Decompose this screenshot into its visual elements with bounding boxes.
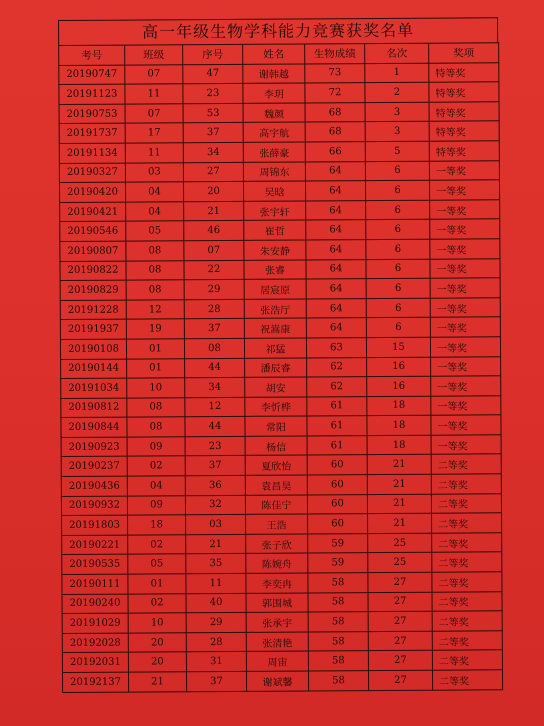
table-row: [61, 474, 501, 496]
award-cell: 一等奖: [430, 298, 500, 318]
rank-cell: 15: [366, 337, 430, 357]
score-cell: 60: [307, 455, 367, 475]
score-cell: 62: [307, 377, 367, 397]
seat-number-cell: 37: [183, 123, 243, 143]
award-cell: 一等奖: [431, 415, 501, 435]
exam-id-cell: 20191029: [62, 613, 128, 633]
seat-number-cell: 28: [184, 299, 244, 319]
name-cell: 高宇航: [243, 122, 305, 142]
table-row: [62, 631, 502, 653]
score-cell: 64: [305, 181, 365, 201]
table-row: [61, 356, 501, 378]
name-cell: 张子欣: [246, 534, 308, 554]
class-cell: 12: [126, 299, 184, 319]
name-cell: 李玥: [243, 83, 305, 103]
rank-cell: 21: [368, 513, 432, 533]
table-row: [59, 102, 499, 124]
class-cell: 09: [127, 495, 185, 515]
score-cell: 58: [308, 651, 368, 671]
header-seat-number: 序号: [183, 44, 243, 64]
seat-number-cell: 47: [183, 64, 243, 84]
award-cell: 一等奖: [429, 160, 499, 180]
exam-id-cell: 20191123: [59, 84, 125, 104]
rank-cell: 6: [366, 298, 430, 318]
exam-id-cell: 20190923: [61, 437, 127, 457]
rank-cell: 6: [366, 239, 430, 259]
class-cell: 02: [128, 535, 186, 555]
table-row: [60, 239, 500, 261]
award-cell: 二等奖: [432, 533, 502, 553]
score-cell: 73: [305, 63, 365, 83]
header-exam-id: 考号: [59, 45, 125, 65]
seat-number-cell: 21: [184, 201, 244, 221]
rank-cell: 1: [365, 63, 429, 83]
score-cell: 66: [305, 142, 365, 162]
rank-cell: 27: [368, 572, 432, 592]
award-cell: 二等奖: [432, 611, 502, 631]
rank-cell: 6: [366, 259, 430, 279]
award-cell: 一等奖: [430, 219, 500, 239]
class-cell: 04: [127, 476, 185, 496]
seat-number-cell: 11: [186, 573, 246, 593]
class-cell: 18: [128, 515, 186, 535]
exam-id-cell: 20190844: [61, 417, 127, 437]
award-cell: 二等奖: [432, 552, 502, 572]
name-cell: 李忻桦: [245, 397, 307, 417]
rank-cell: 21: [367, 474, 431, 494]
name-cell: 周宙: [246, 651, 308, 671]
table-row: [61, 435, 501, 457]
seat-number-cell: 07: [184, 240, 244, 260]
table-row: [60, 298, 500, 320]
score-cell: 60: [307, 494, 367, 514]
rank-cell: 18: [367, 396, 431, 416]
rank-cell: 25: [368, 553, 432, 573]
table-row: [60, 317, 500, 339]
rank-cell: 3: [365, 102, 429, 122]
rank-cell: 3: [365, 122, 429, 142]
table-row: [61, 395, 501, 417]
seat-number-cell: 23: [185, 436, 245, 456]
table-body: [59, 62, 503, 692]
table-row: [60, 219, 500, 241]
score-cell: 68: [305, 102, 365, 122]
table-row: [62, 533, 502, 555]
seat-number-cell: 29: [186, 613, 246, 633]
name-cell: 吴晗: [243, 181, 305, 201]
table-row: [59, 141, 499, 163]
rank-cell: 21: [367, 494, 431, 514]
class-cell: 02: [128, 593, 186, 613]
rank-cell: 6: [365, 180, 429, 200]
rank-cell: 5: [365, 141, 429, 161]
seat-number-cell: 23: [183, 84, 243, 104]
award-cell: 一等奖: [430, 317, 500, 337]
name-cell: 周锦东: [243, 162, 305, 182]
table-row: [59, 62, 499, 84]
award-cell: 二等奖: [432, 572, 502, 592]
class-cell: 21: [128, 672, 186, 692]
class-cell: 04: [126, 201, 184, 221]
name-cell: 郭围城: [246, 593, 308, 613]
award-table: [58, 42, 503, 692]
exam-id-cell: 20190535: [62, 555, 128, 575]
rank-cell: 18: [367, 416, 431, 436]
table-row: [61, 415, 501, 437]
rank-cell: 6: [365, 161, 429, 181]
seat-number-cell: 03: [186, 515, 246, 535]
header-rank: 名次: [365, 43, 429, 63]
class-cell: 19: [126, 319, 184, 339]
seat-number-cell: 46: [184, 221, 244, 241]
table-row: [62, 670, 502, 692]
score-cell: 59: [308, 533, 368, 553]
header-class: 班级: [125, 45, 183, 65]
class-cell: 05: [128, 554, 186, 574]
score-cell: 64: [305, 161, 365, 181]
score-cell: 59: [308, 553, 368, 573]
score-cell: 58: [308, 612, 368, 632]
table-row: [62, 513, 502, 535]
table-header-row: [59, 43, 499, 65]
class-cell: 08: [127, 397, 185, 417]
table-row: [60, 278, 500, 300]
award-cell: 特等奖: [429, 121, 499, 141]
seat-number-cell: 31: [186, 652, 246, 672]
score-cell: 72: [305, 83, 365, 103]
award-cell: 一等奖: [430, 278, 500, 298]
rank-cell: 6: [366, 318, 430, 338]
exam-id-cell: 20191937: [60, 319, 126, 339]
exam-id-cell: 20190108: [60, 339, 126, 359]
award-cell: 二等奖: [431, 474, 501, 494]
name-cell: 朱安静: [244, 240, 306, 260]
name-cell: 张宇轩: [244, 201, 306, 221]
award-cell: 二等奖: [432, 631, 502, 651]
award-cell: 二等奖: [432, 513, 502, 533]
award-cell: 二等奖: [432, 591, 502, 611]
class-cell: 07: [125, 64, 183, 84]
seat-number-cell: 37: [185, 456, 245, 476]
rank-cell: 27: [368, 611, 432, 631]
name-cell: 李奕冉: [246, 573, 308, 593]
seat-number-cell: 22: [184, 260, 244, 280]
award-cell: 二等奖: [432, 670, 502, 690]
seat-number-cell: 35: [186, 554, 246, 574]
class-cell: 09: [127, 437, 185, 457]
award-cell: 一等奖: [431, 395, 501, 415]
class-cell: 01: [128, 574, 186, 594]
table-row: [62, 611, 502, 633]
exam-id-cell: 20190144: [61, 359, 127, 379]
award-cell: 一等奖: [430, 200, 500, 220]
class-cell: 05: [126, 221, 184, 241]
name-cell: 张睿: [244, 260, 306, 280]
table-row: [62, 552, 502, 574]
seat-number-cell: 37: [186, 671, 246, 691]
name-cell: 张薛豪: [243, 142, 305, 162]
award-cell: 特等奖: [429, 102, 499, 122]
exam-id-cell: 20191034: [61, 378, 127, 398]
award-cell: 特等奖: [429, 82, 499, 102]
award-cell: 二等奖: [431, 454, 501, 474]
exam-id-cell: 20190240: [62, 594, 128, 614]
header-name: 姓名: [243, 44, 305, 64]
rank-cell: 25: [368, 533, 432, 553]
score-cell: 61: [307, 396, 367, 416]
table-row: [61, 493, 501, 515]
score-cell: 64: [306, 298, 366, 318]
exam-id-cell: 20192031: [62, 652, 128, 672]
name-cell: 王浩: [246, 514, 308, 534]
rank-cell: 2: [365, 82, 429, 102]
score-cell: 64: [306, 318, 366, 338]
class-cell: 20: [128, 633, 186, 653]
exam-id-cell: 20190421: [60, 202, 126, 222]
seat-number-cell: 44: [185, 358, 245, 378]
score-cell: 58: [308, 671, 368, 691]
table-row: [62, 572, 502, 594]
class-cell: 17: [125, 123, 183, 143]
name-cell: 陈婉舟: [246, 553, 308, 573]
exam-id-cell: 20192028: [62, 633, 128, 653]
exam-id-cell: 20191803: [62, 515, 128, 535]
name-cell: 张浩厅: [244, 299, 306, 319]
name-cell: 张清艳: [246, 632, 308, 652]
award-cell: 一等奖: [430, 258, 500, 278]
award-cell: 一等奖: [431, 356, 501, 376]
name-cell: 谢斌馨: [246, 671, 308, 691]
seat-number-cell: 12: [185, 397, 245, 417]
award-cell: 一等奖: [431, 435, 501, 455]
exam-id-cell: 20191134: [59, 143, 125, 163]
name-cell: 魏颜: [243, 103, 305, 123]
exam-id-cell: 20190327: [59, 163, 125, 183]
name-cell: 居宸原: [244, 279, 306, 299]
seat-number-cell: 29: [184, 279, 244, 299]
rank-cell: 27: [368, 651, 432, 671]
seat-number-cell: 53: [183, 103, 243, 123]
rank-cell: 21: [367, 455, 431, 475]
table-row: [60, 337, 500, 359]
rank-cell: 6: [366, 278, 430, 298]
score-cell: 64: [306, 259, 366, 279]
score-cell: 58: [308, 631, 368, 651]
score-cell: 68: [305, 122, 365, 142]
score-cell: 64: [306, 240, 366, 260]
name-cell: 常阳: [245, 416, 307, 436]
seat-number-cell: 08: [184, 338, 244, 358]
award-cell: 一等奖: [431, 376, 501, 396]
seat-number-cell: 36: [185, 475, 245, 495]
rank-cell: 27: [368, 670, 432, 690]
seat-number-cell: 34: [183, 142, 243, 162]
table-row: [59, 180, 499, 202]
table-row: [61, 454, 501, 476]
table-row: [60, 200, 500, 222]
class-cell: 11: [125, 143, 183, 163]
name-cell: 胡安: [245, 377, 307, 397]
class-cell: 02: [127, 456, 185, 476]
award-cell: 特等奖: [429, 62, 499, 82]
table-row: [62, 650, 502, 672]
class-cell: 08: [127, 417, 185, 437]
class-cell: 10: [128, 613, 186, 633]
score-cell: 58: [308, 592, 368, 612]
exam-id-cell: 20190829: [60, 280, 126, 300]
name-cell: 祁猛: [244, 338, 306, 358]
award-cell: 二等奖: [431, 493, 501, 513]
score-cell: 61: [307, 416, 367, 436]
class-cell: 08: [126, 280, 184, 300]
class-cell: 01: [127, 358, 185, 378]
class-cell: 01: [126, 339, 184, 359]
seat-number-cell: 37: [184, 319, 244, 339]
score-cell: 64: [306, 200, 366, 220]
exam-id-cell: 20190812: [61, 398, 127, 418]
award-list-document: [58, 17, 502, 692]
award-cell: 一等奖: [430, 337, 500, 357]
exam-id-cell: 20190747: [59, 65, 125, 85]
seat-number-cell: 27: [183, 162, 243, 182]
header-award: 奖项: [429, 43, 499, 63]
class-cell: 10: [127, 378, 185, 398]
exam-id-cell: 20190237: [61, 457, 127, 477]
name-cell: 张承宇: [246, 612, 308, 632]
class-cell: 08: [126, 260, 184, 280]
name-cell: 祝嵩康: [244, 318, 306, 338]
seat-number-cell: 32: [185, 495, 245, 515]
award-cell: 一等奖: [429, 180, 499, 200]
name-cell: 谢韩越: [243, 64, 305, 84]
award-cell: 一等奖: [430, 239, 500, 259]
rank-cell: 6: [366, 200, 430, 220]
award-cell: 特等奖: [429, 141, 499, 161]
class-cell: 07: [125, 104, 183, 124]
exam-id-cell: 20190546: [60, 221, 126, 241]
class-cell: 11: [125, 84, 183, 104]
score-cell: 60: [307, 475, 367, 495]
exam-id-cell: 20192137: [62, 672, 128, 692]
name-cell: 杨信: [245, 436, 307, 456]
class-cell: 08: [126, 241, 184, 261]
name-cell: 陈佳宁: [245, 495, 307, 515]
exam-id-cell: 20190753: [59, 104, 125, 124]
name-cell: 袁昌昊: [245, 475, 307, 495]
table-row: [61, 376, 501, 398]
name-cell: 夏欣怡: [245, 455, 307, 475]
score-cell: 61: [307, 435, 367, 455]
class-cell: 20: [128, 652, 186, 672]
seat-number-cell: 28: [186, 632, 246, 652]
header-biology-score: 生物成绩: [305, 44, 365, 64]
exam-id-cell: 20190807: [60, 241, 126, 261]
seat-number-cell: 21: [186, 534, 246, 554]
seat-number-cell: 34: [185, 377, 245, 397]
exam-id-cell: 20191228: [60, 300, 126, 320]
table-row: [59, 82, 499, 104]
seat-number-cell: 44: [185, 417, 245, 437]
exam-id-cell: 20190221: [62, 535, 128, 555]
table-row: [59, 160, 499, 182]
exam-id-cell: 20190932: [61, 496, 127, 516]
score-cell: 63: [306, 338, 366, 358]
exam-id-cell: 20191737: [59, 123, 125, 143]
exam-id-cell: 20190436: [61, 476, 127, 496]
rank-cell: 16: [367, 376, 431, 396]
document-title: 高一年级生物学科能力竞赛获奖名单: [58, 17, 498, 45]
exam-id-cell: 20190420: [59, 182, 125, 202]
seat-number-cell: 40: [186, 593, 246, 613]
seat-number-cell: 20: [183, 182, 243, 202]
award-cell: 二等奖: [432, 650, 502, 670]
score-cell: 58: [308, 573, 368, 593]
exam-id-cell: 20190822: [60, 261, 126, 281]
table-row: [60, 258, 500, 280]
rank-cell: 6: [366, 220, 430, 240]
score-cell: 60: [308, 514, 368, 534]
score-cell: 62: [307, 357, 367, 377]
class-cell: 03: [125, 162, 183, 182]
score-cell: 64: [306, 220, 366, 240]
name-cell: 潘辰睿: [245, 357, 307, 377]
score-cell: 64: [306, 279, 366, 299]
rank-cell: 27: [368, 631, 432, 651]
name-cell: 崔哲: [244, 220, 306, 240]
table-row: [59, 121, 499, 143]
rank-cell: 27: [368, 592, 432, 612]
rank-cell: 18: [367, 435, 431, 455]
table-row: [62, 591, 502, 613]
rank-cell: 16: [367, 357, 431, 377]
class-cell: 04: [125, 182, 183, 202]
exam-id-cell: 20190111: [62, 574, 128, 594]
